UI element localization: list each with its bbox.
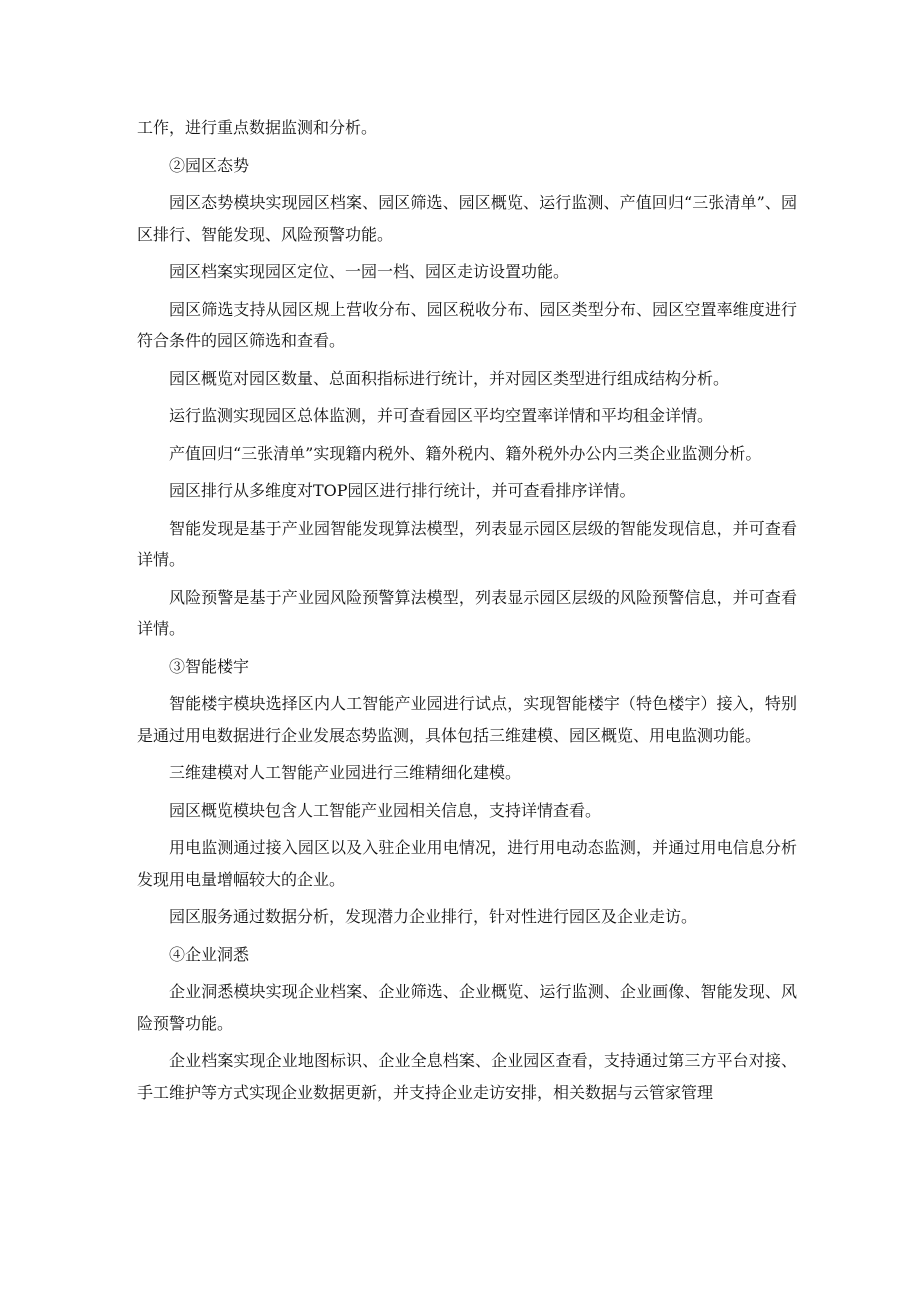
paragraph: 智能发现是基于产业园智能发现算法模型，列表显示园区层级的智能发现信息，并可查看详情。: [137, 518, 797, 569]
paragraph: 园区排行从多维度对TOP园区进行排行统计，并可查看排序详情。: [169, 481, 636, 500]
paragraph: 风险预警是基于产业园风险预警算法模型，列表显示园区层级的风险预警信息，并可查看详情。: [137, 587, 797, 638]
section-heading-enterprise-insight: ④企业洞悉: [169, 944, 250, 964]
paragraph: 企业档案实现企业地图标识、企业全息档案、企业园区查看，支持通过第三方平台对接、手工维护等方式实现企业数据更新，并支持企业走访安排，相关数据与云管家管理: [137, 1051, 797, 1102]
paragraph: 园区概览对园区数量、总面积指标进行统计，并对园区类型进行组成结构分析。: [169, 368, 730, 388]
document-body: [137, 112, 797, 1114]
paragraph: 园区态势模块实现园区档案、园区筛选、园区概览、运行监测、产值回归“三张清单”、园区排行、智能发现、风险预警功能。: [137, 193, 797, 244]
paragraph: 用电监测通过接入园区以及入驻企业用电情况，进行用电动态监测，并通过用电信息分析发现用电量增幅较大的企业。: [137, 838, 797, 889]
paragraph: 运行监测实现园区总体监测，并可查看园区平均空置率详情和平均租金详情。: [169, 406, 714, 425]
paragraph: 产值回归“三张清单”实现籍内税外、籍外税内、籍外税外办公内三类企业监测分析。: [169, 443, 762, 463]
paragraph: 企业洞悉模块实现企业档案、企业筛选、企业概览、运行监测、企业画像、智能发现、风险预警功能。: [137, 982, 797, 1033]
paragraph: 三维建模对人工智能产业园进行三维精细化建模。: [169, 763, 522, 782]
paragraph: 园区概览模块包含人工智能产业园相关信息，支持详情查看。: [169, 800, 602, 820]
paragraph: 智能楼宇模块选择区内人工智能产业园进行试点，实现智能楼宇（特色楼宇）接入，特别是通过用电数据进行企业发展态势监测，具体包括三维建模、园区概览、用电监测功能。: [137, 694, 797, 745]
paragraph-continuation: 工作，进行重点数据监测和分析。: [137, 118, 378, 137]
paragraph: 园区筛选支持从园区规上营收分布、园区税收分布、园区类型分布、园区空置率维度进行符合条件的园区筛选和查看。: [137, 299, 797, 350]
section-heading-smart-building: ③智能楼宇: [169, 656, 250, 676]
paragraph: 园区档案实现园区定位、一园一档、园区走访设置功能。: [169, 262, 570, 281]
section-heading-park-situation: ②园区态势: [169, 155, 250, 175]
paragraph: 园区服务通过数据分析，发现潜力企业排行，针对性进行园区及企业走访。: [169, 907, 698, 926]
